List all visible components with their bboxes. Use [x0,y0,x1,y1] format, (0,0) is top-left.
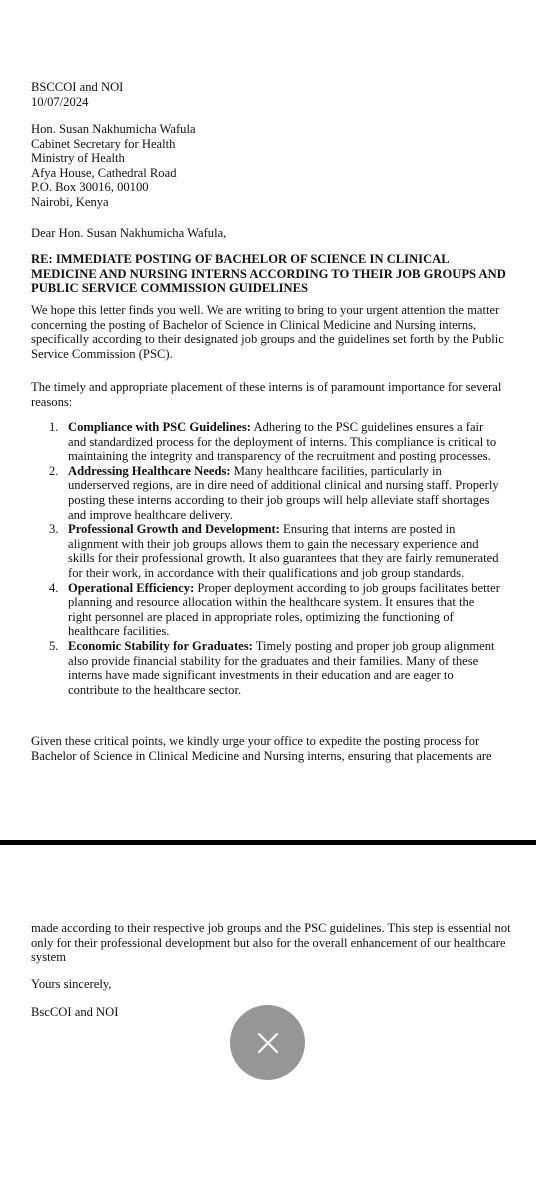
recipient-line: Nairobi, Kenya [31,194,109,209]
list-number: 4. [49,580,59,595]
reason-text: Timely posting and proper job group alignment also provide financial stability for the graduates and their families. Many of these interns have made significant investments in their education and are eager to contribute to the healthcare sector. [68,638,495,697]
list-number: 3. [49,522,59,537]
reason-title: Addressing Healthcare Needs: [68,463,231,478]
recipient-line: Afya House, Cathedral Road [31,165,177,180]
recipient-line: Ministry of Health [31,151,125,166]
reason-title: Professional Growth and Development: [68,522,280,537]
reasons-list [31,420,501,697]
recipient-line: Hon. Susan Nakhumicha Wafula [31,122,196,136]
reason-title: Operational Efficiency: [68,580,195,595]
list-number: 1. [49,420,59,434]
page-divider [0,840,536,845]
close-button[interactable] [230,1005,305,1080]
request-paragraph: Given these critical points, we kindly urge your office to expedite the posting process for Bachelor of Science in Clinical Medicine and Nursing interns, ensuring that placements are [31,734,492,763]
reason-title: Compliance with PSC Guidelines: [68,420,251,434]
reason-text: Proper deployment according to job groups facilitates better planning and resource allocation within the healthcare system. It ensures that the right personnel are placed in appropriate roles, optimizing the functioning of healthcare facilities. [68,580,500,639]
list-number: 5. [49,638,59,653]
recipient-line: Cabinet Secretary for Health [31,136,176,151]
sender-name: BSCCOI and NOI [31,80,124,94]
reasons-intro-paragraph: The timely and appropriate placement of these interns is of paramount importance for several reasons: [31,380,502,409]
list-item [31,464,501,522]
recipient-line: P.O. Box 30016, 00100 [31,180,149,195]
list-number: 2. [49,463,59,478]
intro-paragraph: We hope this letter finds you well. We are writing to bring to your urgent attention the matter concerning the posting of Bachelor of Science in Clinical Medicine and Nursing interns, specifically according to their designated job groups and the guidelines set forth by the Public Service Commission (PSC). [31,303,504,361]
list-item [31,581,501,639]
closing: Yours sincerely, [31,977,112,991]
reason-text: Adhering to the PSC guidelines ensures a fair and standardized process for the deployment of interns. This compliance is critical to maintaining the integrity and transparency of the recruitment and posting processes. [68,420,497,464]
reason-title: Economic Stability for Graduates: [68,638,253,653]
letter-header [31,80,501,109]
list-item [31,522,501,580]
continuation-paragraph: made according to their respective job groups and the PSC guidelines. This step is essential not only for their professional development but also for the overall enhancement of our healthcare system [31,921,511,965]
subject-line: RE: IMMEDIATE POSTING OF BACHELOR OF SCIENCE IN CLINICAL MEDICINE AND NURSING INTERNS ACCORDING TO THEIR JOB GROUPS AND PUBLIC SERVICE COMMISSION GUIDELINES [31,252,506,296]
recipient-address [31,122,501,210]
letter-date: 10/07/2024 [31,94,89,109]
reason-text: Many healthcare facilities, particularly in underserved regions, are in dire need of additional clinical and nursing staff. Properly posting these interns according to their job groups will help alleviate staff shortages and improve healthcare delivery. [68,463,499,522]
close-icon [257,1032,279,1054]
list-item [31,420,501,464]
salutation: Dear Hon. Susan Nakhumicha Wafula, [31,226,227,240]
signature-name: BscCOI and NOI [31,1005,119,1019]
list-item [31,639,501,697]
reason-text: Ensuring that interns are posted in alignment with their job groups allows them to gain the necessary experience and skills for their professional growth. It also guarantees that they are fairly remunerated for their work, in accordance with their qualifications and job group standards. [68,522,499,580]
